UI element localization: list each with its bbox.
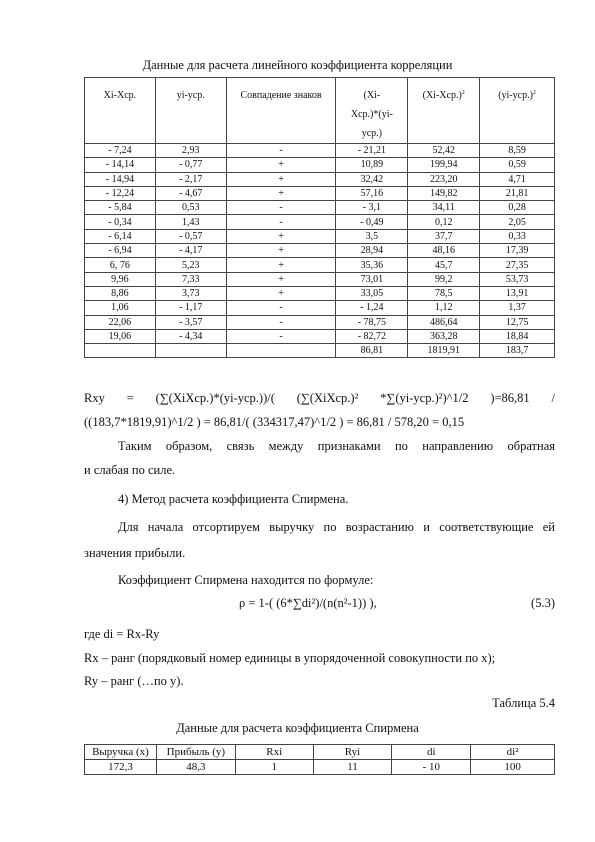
formula-number: (5.3) (531, 596, 555, 610)
table-row (85, 186, 555, 200)
table-row (85, 258, 555, 272)
table-cell: 183,7 (480, 344, 555, 358)
table-cell: 199,94 (408, 158, 480, 172)
table-cell: 21,81 (480, 186, 555, 200)
table2-caption: Таблица 5.4 (492, 696, 555, 710)
table-cell: - 10 (392, 760, 471, 775)
table-cell: 34,11 (408, 201, 480, 215)
table1-header-row (85, 78, 555, 144)
table-cell: 33,05 (336, 286, 408, 300)
table-cell: 37,7 (408, 229, 480, 243)
table-cell: 0,59 (480, 158, 555, 172)
table-cell: 223,20 (408, 172, 480, 186)
header-profit: Прибыль (у) (156, 745, 235, 760)
table-cell: - 4,17 (155, 244, 226, 258)
table-cell: - 7,24 (85, 144, 156, 158)
table-cell: 0,12 (408, 215, 480, 229)
table-cell: 78,5 (408, 286, 480, 300)
table-cell: 3,5 (336, 229, 408, 243)
table-row (85, 286, 555, 300)
table-cell: - 4,34 (155, 329, 226, 343)
table-cell: 2,93 (155, 144, 226, 158)
table-cell: 48,3 (156, 760, 235, 775)
table-cell: 1819,91 (408, 344, 480, 358)
table-cell: + (226, 158, 336, 172)
header-yi-squared: $(yi-уср.)^2$ (480, 78, 555, 144)
header-xi-dev: Xi-Xср. (85, 78, 156, 144)
table-cell: - 82,72 (336, 329, 408, 343)
table-cell: 8,59 (480, 144, 555, 158)
table-cell: 3,73 (155, 286, 226, 300)
formula-text: ρ = 1-( (6*∑di²)/(n(n²-1)) ), (239, 596, 377, 610)
table-cell: 32,42 (336, 172, 408, 186)
table-row (85, 344, 555, 358)
table-cell: 13,91 (480, 286, 555, 300)
table-cell: + (226, 244, 336, 258)
table-cell: - 0,49 (336, 215, 408, 229)
table-cell: + (226, 186, 336, 200)
table-row (85, 301, 555, 315)
table-cell: - 6,14 (85, 229, 156, 243)
table-cell: - 1,24 (336, 301, 408, 315)
header-rxi: Rxi (235, 745, 313, 760)
table-cell: 86,81 (336, 344, 408, 358)
table-row (85, 201, 555, 215)
table-row (85, 172, 555, 186)
table-cell: - 1,17 (155, 301, 226, 315)
rx-definition: Rx – ранг (порядковый номер единицы в упорядоченной совокупности по х); (84, 651, 496, 665)
table-cell: - 3,57 (155, 315, 226, 329)
table-cell: 27,35 (480, 258, 555, 272)
table-cell: - 0,77 (155, 158, 226, 172)
table-cell: - 3,1 (336, 201, 408, 215)
table-cell: 73,01 (336, 272, 408, 286)
table-cell: 4,71 (480, 172, 555, 186)
table-cell: 57,16 (336, 186, 408, 200)
table2-header-row (85, 745, 555, 760)
table-cell: 10,89 (336, 158, 408, 172)
table-row (85, 315, 555, 329)
table-row (85, 229, 555, 243)
table-cell: - 5,84 (85, 201, 156, 215)
header-product: (Xi- Xср.)*(yi- уср.) (336, 78, 408, 144)
method-heading: 4) Метод расчета коэффициента Спирмена. (118, 492, 349, 506)
table-cell: 28,94 (336, 244, 408, 258)
table-cell: - 4,67 (155, 186, 226, 200)
table-cell: - 0,34 (85, 215, 156, 229)
table-cell: + (226, 229, 336, 243)
table-cell: - 14,94 (85, 172, 156, 186)
table-cell: - 14,14 (85, 158, 156, 172)
table-cell: 17,39 (480, 244, 555, 258)
table-cell: - (226, 201, 336, 215)
where-di: где di = Rx-Ry (84, 627, 160, 641)
table-cell: 8,86 (85, 286, 156, 300)
table-cell: - 21,21 (336, 144, 408, 158)
table-row (85, 244, 555, 258)
table-row (85, 144, 555, 158)
table-cell: 1,37 (480, 301, 555, 315)
sort-line2: значения прибыли. (84, 546, 186, 560)
table-cell: + (226, 172, 336, 186)
table-cell (226, 344, 336, 358)
table-cell: 11 (313, 760, 392, 775)
table-cell: 149,82 (408, 186, 480, 200)
ry-definition: Ry – ранг (…по у). (84, 674, 184, 688)
table2-body (85, 760, 555, 775)
header-sign-match: Совпадение знаков (226, 78, 336, 144)
table-cell: 1,43 (155, 215, 226, 229)
table-cell: 9,96 (85, 272, 156, 286)
table-cell: 486,64 (408, 315, 480, 329)
table-row (85, 272, 555, 286)
table-cell: - 78,75 (336, 315, 408, 329)
table-row (85, 760, 555, 775)
conclusion-line2: и слабая по силе. (84, 463, 176, 477)
table-cell: 5,23 (155, 258, 226, 272)
table-cell: 19,06 (85, 329, 156, 343)
table1-body (85, 144, 555, 358)
table-cell: 52,42 (408, 144, 480, 158)
table2-title: Данные для расчета коэффициента Спирмена (176, 721, 419, 735)
table-cell: 12,75 (480, 315, 555, 329)
table-row (85, 329, 555, 343)
table-cell: 22,06 (85, 315, 156, 329)
table-row (85, 215, 555, 229)
table-cell: - (226, 315, 336, 329)
table-cell: - 12,24 (85, 186, 156, 200)
table-cell: 1,06 (85, 301, 156, 315)
table-cell: 18,84 (480, 329, 555, 343)
table-cell (85, 344, 156, 358)
table-cell: 172,3 (85, 760, 157, 775)
spearman-table (84, 744, 555, 775)
table1-title: Данные для расчета линейного коэффициента корреляции (142, 58, 453, 72)
table-cell: 0,33 (480, 229, 555, 243)
header-revenue: Выручка (х) (85, 745, 157, 760)
table-cell: - (226, 215, 336, 229)
table-cell: 7,33 (155, 272, 226, 286)
table-cell: + (226, 272, 336, 286)
sort-line1: Для начала отсортируем выручку по возрастанию и соответствующие ей (118, 520, 555, 534)
table-cell: - (226, 144, 336, 158)
table-row (85, 158, 555, 172)
table-cell: 0,28 (480, 201, 555, 215)
header-di-squared: di² (471, 745, 555, 760)
table-cell: 35,36 (336, 258, 408, 272)
table-cell: + (226, 286, 336, 300)
rxy-formula-line1: Rxy = (∑(XiXср.)*(yi-уср.))/( (∑(XiXср.)² *∑(yi-уср.)²)^1/2 )=86,81 / (84, 391, 555, 405)
table-cell: 100 (471, 760, 555, 775)
table-cell: 1 (235, 760, 313, 775)
header-yi-dev: yi-уср. (155, 78, 226, 144)
conclusion-line1: Таким образом, связь между признаками по направлению обратная (118, 439, 555, 453)
table-cell: + (226, 258, 336, 272)
table-cell: 363,28 (408, 329, 480, 343)
table-cell: - 6,94 (85, 244, 156, 258)
rxy-formula-line2: ((183,7*1819,91)^1/2 ) = 86,81/( (334317,47)^1/2 ) = 86,81 / 578,20 = 0,15 (84, 415, 465, 429)
table-cell: 99,2 (408, 272, 480, 286)
table-cell: 6, 76 (85, 258, 156, 272)
table-cell: 45,7 (408, 258, 480, 272)
table-cell: - (226, 301, 336, 315)
correlation-table (84, 77, 555, 358)
header-ryi: Ryi (313, 745, 392, 760)
table-cell: 53,73 (480, 272, 555, 286)
table-cell: - 2,17 (155, 172, 226, 186)
table-cell: 2,05 (480, 215, 555, 229)
table-cell: - (226, 329, 336, 343)
table-cell: 0,53 (155, 201, 226, 215)
spearman-intro: Коэффициент Спирмена находится по формуле: (118, 573, 374, 587)
table-cell: 1,12 (408, 301, 480, 315)
table-cell (155, 344, 226, 358)
header-xi-squared: $(Xi-Xср.)^2$ (408, 78, 480, 144)
table-cell: - 0,57 (155, 229, 226, 243)
header-di: di (392, 745, 471, 760)
table-cell: 48,16 (408, 244, 480, 258)
